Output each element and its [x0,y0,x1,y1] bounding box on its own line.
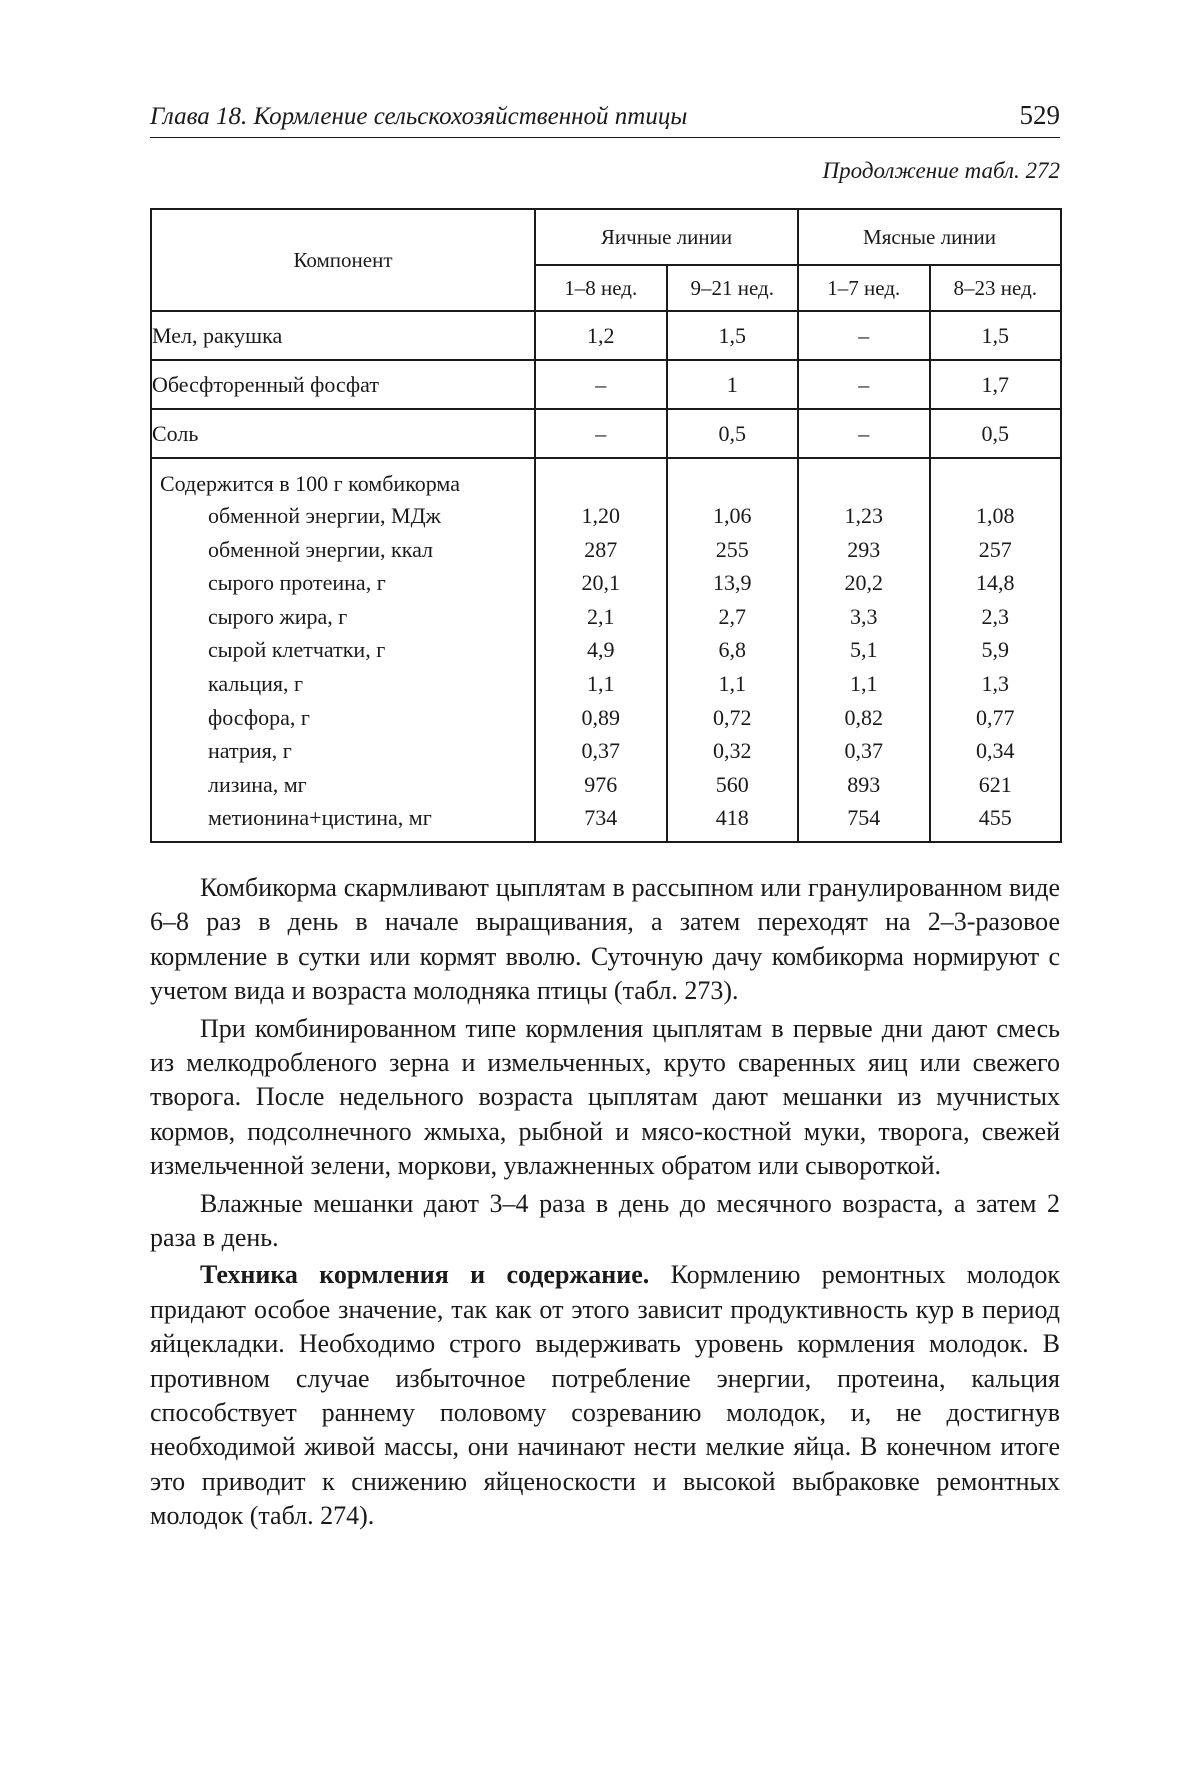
content-label: фосфора, г [208,704,310,730]
paragraph [150,1258,1060,1533]
cell-value: 1,1 [587,670,615,696]
cell-value: 6,8 [718,637,746,663]
cell-value: 1,23 [844,503,884,528]
cell-value: 560 [715,771,749,797]
cell-value: 0,34 [976,738,1015,764]
cell-value: – [535,409,667,458]
cell-value: 1,5 [667,311,799,360]
content-label: обменной энергии, ккал [208,536,434,562]
cell-value: 20,2 [844,570,884,596]
content-values-col-2 [667,458,799,842]
cell-value: 1,2 [535,311,667,360]
content-label: сырого жира, г [208,603,348,629]
section-run-in-heading: Техника кормления и содержание. [200,1260,650,1290]
cell-value: 5,9 [981,637,1010,663]
header-subcol: 1–7 нед. [798,265,930,311]
chapter-title: Глава 18. Кормление сельскохозяйственной птицы [150,103,688,130]
header-component: Компонент [151,209,535,311]
cell-value: 893 [847,771,881,797]
content-values-col-3 [798,458,930,842]
table-caption: Продолжение табл. 272 [822,158,1060,183]
row-label: Обесфторенный фосфат [151,360,535,409]
cell-value: 0,32 [713,738,752,764]
content-values-col-4 [930,458,1062,842]
content-label: натрия, г [208,738,292,764]
cell-value: 1 [667,360,799,409]
cell-value: 1,7 [930,360,1062,409]
page [150,100,1060,1537]
cell-value: 3,3 [850,603,878,629]
content-label: метионина+цистина, мг [208,805,432,831]
table-row [151,311,1061,360]
cell-value: 455 [978,805,1012,831]
cell-value: 0,37 [581,738,620,764]
content-label: обменной энергии, МДж [208,503,441,528]
header-egg-lines: Яичные линии [535,209,798,265]
content-heading: Содержится в 100 г комбикорма [160,471,460,496]
cell-value: 621 [978,771,1012,797]
feed-composition-table [150,208,1062,843]
content-label: лизина, мг [208,771,307,797]
paragraph-text: Кормлению ремонтных молодок придают особое значение, так как от этого зависит продуктивность кур в период яйцекладки. Необходимо строго выдерживать уровень кормления молодок. В противном случае избыточное потребление энергии, протеина, кальция способствует раннему половому созреванию молодок, и, не достигнув необходимой живой массы, они начинают нести мелкие яйца. В конечном итоге это приводит к снижению яйценоскости и высокой выбраковке ремонтных молодок (табл. 274). [150,1260,1060,1531]
body-text [150,871,1060,1534]
cell-value: 0,37 [844,738,884,764]
table-row [151,409,1061,458]
content-block-row [151,458,1061,842]
content-labels-cell [151,458,535,842]
cell-value: 0,82 [844,704,884,730]
cell-value: 0,72 [713,704,752,730]
content-label: сырого протеина, г [208,570,386,596]
content-label: сырой клетчатки, г [208,637,386,663]
content-label: кальция, г [208,670,304,696]
cell-value: 5,1 [850,637,878,663]
cell-value: – [535,360,667,409]
cell-value: 2,7 [718,603,746,629]
cell-value: 1,20 [581,503,620,528]
paragraph: При комбинированном типе кормления цыплятам в первые дни дают смесь из мелкодробленого зерна и измельченных, круто сваренных яиц или свежего творога. После недельного возраста цыплятам дают мешанки из мучнистых кормов, подсолнечного жмыха, рыбной и мясо-костной муки, творога, свежей измельченной зелени, моркови, увлажненных обратом или сывороткой. [150,1013,1060,1181]
cell-value: 255 [715,536,749,562]
paragraph: Влажные мешанки дают 3–4 раза в день до месячного возраста, а затем 2 раза в день. [150,1188,1060,1252]
cell-value: 2,3 [981,603,1010,629]
cell-value: 1,5 [930,311,1062,360]
cell-value: 293 [847,536,881,562]
cell-value: 976 [584,771,618,797]
cell-value: – [798,311,930,360]
cell-value: 0,5 [930,409,1062,458]
cell-value: 0,77 [976,704,1015,730]
running-head [150,100,1060,138]
page-number: 529 [1019,100,1060,130]
cell-value: 1,08 [976,503,1015,528]
cell-value: 1,06 [713,503,752,528]
paragraph: Комбикорма скармливают цыплятам в рассыпном или гранулированном виде 6–8 раз в день в начале выращивания, а затем переходят на 2–3-разовое кормление в сутки или кормят вволю. Суточную дачу комбикорма нормируют с учетом вида и возраста молодняка птицы (табл. 273). [150,872,1060,1006]
content-values-col-1 [535,458,667,842]
header-subcol: 1–8 нед. [535,265,667,311]
cell-value: 0,5 [667,409,799,458]
cell-value: 1,1 [718,670,746,696]
header-meat-lines: Мясные линии [798,209,1061,265]
cell-value: 257 [978,536,1012,562]
header-subcol: 9–21 нед. [667,265,799,311]
cell-value: 1,1 [850,670,878,696]
row-label: Мел, ракушка [151,311,535,360]
cell-value: 1,3 [981,670,1010,696]
cell-value: 20,1 [581,570,620,596]
cell-value: – [798,409,930,458]
table-row [151,360,1061,409]
cell-value: 734 [584,805,618,831]
row-label: Соль [151,409,535,458]
cell-value: 4,9 [587,637,615,663]
header-subcol: 8–23 нед. [930,265,1062,311]
cell-value: 13,9 [713,570,752,596]
cell-value: 754 [847,805,881,831]
cell-value: – [798,360,930,409]
cell-value: 2,1 [587,603,615,629]
cell-value: 0,89 [581,704,620,730]
cell-value: 14,8 [976,570,1015,596]
cell-value: 287 [584,536,618,562]
cell-value: 418 [715,805,749,831]
